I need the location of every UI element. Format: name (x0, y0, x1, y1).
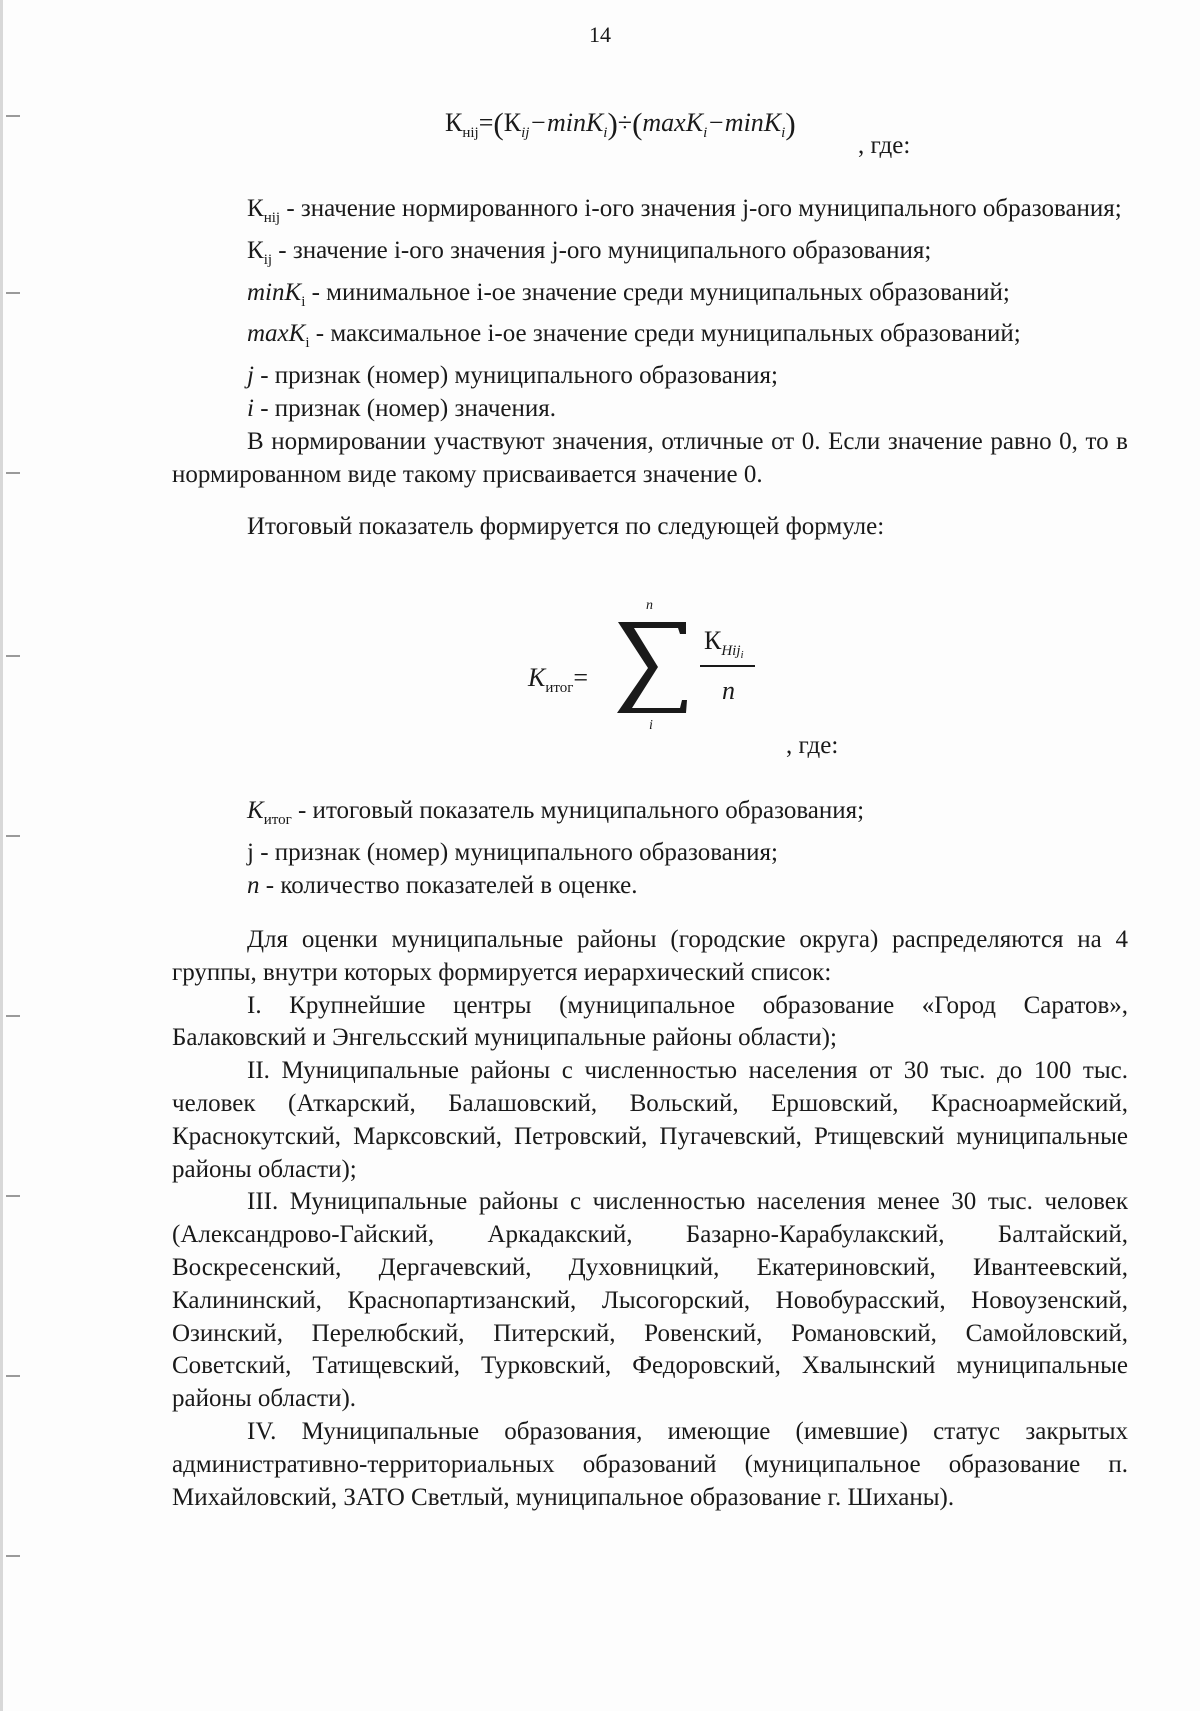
formula-subscript: Hij (721, 643, 741, 659)
scan-mark (6, 115, 20, 117)
def-subscript: i (305, 335, 310, 352)
formula-symbol: К (503, 108, 522, 137)
formula-term: −minK (529, 108, 604, 137)
definition-min (172, 277, 1128, 319)
groups-block (172, 924, 1128, 1514)
formula-subscript: итог (545, 680, 574, 696)
scan-edge (0, 0, 3, 1711)
def-symbol: К (247, 236, 264, 264)
formula-subscript: нij (462, 125, 479, 141)
definition-final (172, 795, 1128, 837)
groups-intro: Для оценки муниципальные районы (городские округа) распределяются на 4 группы, внутри которых формируется иерархический список: (172, 926, 1128, 986)
def-symbol: j (247, 362, 254, 390)
formula-subscript: i (781, 125, 786, 141)
formula-symbol: К (445, 108, 463, 137)
sum-upper-limit: n (646, 598, 653, 613)
def-subscript: ij (263, 251, 273, 268)
def-text: - признак (номер) значения. (253, 394, 557, 422)
scan-mark (6, 835, 20, 837)
sum-lower-limit: i (649, 718, 653, 733)
formula-subscript: i (740, 649, 744, 661)
scan-mark (6, 1015, 20, 1017)
def-text: - максимальное i-ое значение среди муниципальных образований; (309, 320, 1021, 348)
spacer (172, 491, 1128, 511)
definition-normalized (172, 193, 1128, 235)
group-i: I. Крупнейшие центры (муниципальное образование «Город Саратов», Балаковский и Энгельсский муниципальные районы области); (172, 991, 1128, 1052)
definition-j: j - признак (номер) муниципального образования; (247, 838, 778, 866)
definition-j (172, 360, 1128, 393)
def-symbol: K (247, 797, 264, 824)
def-subscript: итог (263, 812, 292, 828)
def-text: - количество показателей в оценке. (259, 871, 638, 899)
definition-value (172, 235, 1128, 277)
equals-sign: = (573, 663, 589, 692)
scan-mark (6, 1195, 20, 1197)
paren-close: ) (785, 106, 796, 141)
formula-symbol: К (704, 626, 722, 655)
definitions-block-1 (172, 193, 1128, 544)
group-ii: II. Муниципальные районы с численностью населения от 30 тыс. до 100 тыс. человек (Аткарский, Балашовский, Вольский, Ершовский, Красноармейский, Краснокутский, Марксовский, Петровский, Пугачевский, Ртищевский муниципальные районы области); (172, 1057, 1128, 1183)
final-indicator-intro: Итоговый показатель формируется по следующей формуле: (247, 513, 885, 541)
def-symbol: minK (247, 278, 302, 306)
definitions-block-2 (172, 795, 1128, 902)
formula-subscript: i (603, 125, 608, 141)
def-text: - итоговый показатель муниципального образования; (291, 797, 865, 824)
formula-symbol: K (528, 663, 546, 692)
scan-mark (6, 472, 20, 474)
formula-term: −minK (707, 108, 782, 137)
def-text: - значение нормированного i-ого значения j-ого муниципального образования; (280, 195, 1122, 222)
def-text: - значение i-ого значения j-ого муниципального образования; (272, 236, 932, 264)
fraction-numerator (704, 628, 744, 661)
paren-close: ) (607, 106, 618, 141)
normalization-note: В нормировании участвуют значения, отличные от 0. Если значение равно 0, то в нормированном виде такому присваивается значение 0. (172, 427, 1128, 488)
formula-where: , где: (858, 132, 911, 159)
scan-mark (6, 1555, 20, 1557)
scan-mark (6, 655, 20, 657)
paren-open: ( (632, 106, 643, 141)
def-symbol: К (247, 195, 264, 222)
group-iii: III. Муниципальные районы с численностью населения менее 30 тыс. человек (Александрово-Гайский, Аркадакский, Базарно-Карабулакский, Балтайский, Воскресенский, Дергачевский, Духовницкий, Екатериновский, Ивантеевский, Калининский, Краснопартизанский, Лысогорский, Новобурасский, Новоузенский, Озинский, Перелюбский, Питерский, Ровенский, Романовский, Самойловский, Советский, Татищевский, Турковский, Федоровский, Хвалынский муниципальные районы области). (172, 1188, 1128, 1413)
def-text: - признак (номер) муниципального образования; (253, 362, 778, 390)
formula-term: maxK (642, 108, 704, 137)
formula-lhs (528, 665, 588, 696)
definition-max (172, 318, 1128, 360)
paren-open: ( (493, 106, 504, 141)
formula-where: , где: (786, 732, 839, 759)
def-symbol: n (247, 871, 260, 899)
equals-sign: = (478, 108, 494, 137)
group-iv: IV. Муниципальные образования, имеющие (имевшие) статус закрытых административно-территориальных образований (муниципальное образование п. Михайловский, ЗАТО Светлый, муниципальное образование г. Шиханы). (172, 1417, 1128, 1511)
page-number: 14 (589, 22, 611, 47)
divide-sign: ÷ (617, 108, 633, 137)
scan-mark (6, 1375, 20, 1377)
definition-n (172, 870, 1128, 903)
fraction-bar (700, 665, 755, 667)
formula-subscript: ij (521, 125, 530, 141)
normalization-formula (445, 108, 796, 141)
sigma-symbol (614, 620, 690, 715)
scan-mark (6, 292, 20, 294)
def-subscript: i (301, 293, 306, 310)
def-text: - минимальное i-ое значение среди муниципальных образований; (305, 278, 1010, 306)
def-symbol: i (247, 394, 254, 422)
formula-subscript: i (703, 125, 708, 141)
fraction-denominator: n (722, 676, 735, 705)
definition-i (172, 393, 1128, 426)
def-subscript: нij (263, 210, 281, 226)
def-symbol: maxK (247, 320, 306, 348)
